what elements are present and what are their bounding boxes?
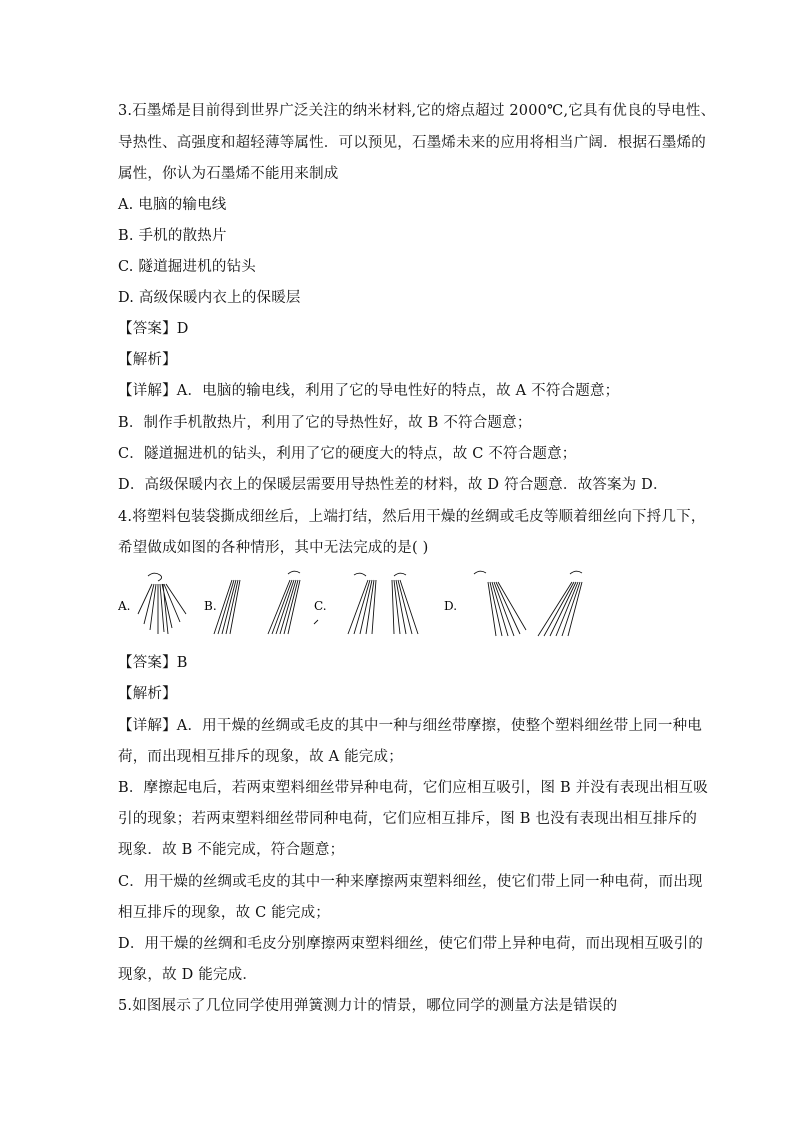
q3-detail-d: D．高级保暖内衣上的保暖层需要用导热性差的材料，故 D 符合题意．故答案为 D． <box>118 477 668 493</box>
figure-c-strands <box>348 573 418 634</box>
q4-figure <box>118 570 618 640</box>
q3-answer: 【答案】D <box>118 321 189 337</box>
figure-label-a: A. <box>118 599 131 613</box>
figure-label-c: C. <box>314 599 327 613</box>
q4-detail-line-3: B．摩擦起电后，若两束塑料细丝带异种电荷，它们应相互吸引，图 B 并没有表现出相互吸 <box>118 780 708 796</box>
figure-d-strands <box>474 571 582 636</box>
q3-option-d: D. 高级保暖内衣上的保暖层 <box>118 290 301 306</box>
q4-detail-line-9: 现象，故 D 能完成． <box>118 967 258 983</box>
q3-detail-c: C．隧道掘进机的钻头，利用了它的硬度大的特点，故 C 不符合题意； <box>118 446 577 462</box>
q3-stem-line-2: 导热性、高强度和超轻薄等属性．可以预见，石墨烯未来的应用将相当广阔．根据石墨烯的 <box>118 135 706 151</box>
q4-analysis-title: 【解析】 <box>118 686 177 702</box>
q3-detail-a: 【详解】A．电脑的输电线，利用了它的导电性好的特点，故 A 不符合题意； <box>118 383 620 399</box>
figure-a-strands <box>138 573 186 634</box>
q4-detail-line-2: 荷，而出现相互排斥的现象，故 A 能完成； <box>118 749 403 765</box>
q3-option-a: A. 电脑的输电线 <box>118 197 227 213</box>
q5-stem: 5.如图展示了几位同学使用弹簧测力计的情景，哪位同学的测量方法是错误的 <box>118 998 618 1014</box>
q4-detail-line-8: D．用干燥的丝绸和毛皮分别摩擦两束塑料细丝，使它们带上异种电荷，而出现相互吸引的 <box>118 936 704 952</box>
q4-stem-line-2: 希望做成如图的各种情形，其中无法完成的是( ) <box>118 540 429 556</box>
q3-stem-line-3: 属性，你认为石墨烯不能用来制成 <box>118 166 339 182</box>
q3-option-c: C. 隧道掘进机的钻头 <box>118 259 256 275</box>
figure-b-strands <box>214 571 300 634</box>
q4-detail-line-5: 现象．故 B 不能完成，符合题意； <box>118 842 345 858</box>
figure-label-b: B. <box>204 599 217 613</box>
figure-label-d: D. <box>444 599 458 613</box>
q4-detail-line-1: 【详解】A．用干燥的丝绸或毛皮的其中一种与细丝带摩擦，使整个塑料细丝带上同一种电 <box>118 718 702 734</box>
q4-detail-line-6: C．用干燥的丝绸或毛皮的其中一种来摩擦两束塑料细丝，使它们带上同一种电荷，而出现 <box>118 874 703 890</box>
figure-c-mark <box>314 620 318 624</box>
q3-analysis-title: 【解析】 <box>118 352 177 368</box>
q4-detail-line-7: 相互排斥的现象，故 C 能完成； <box>118 905 331 921</box>
q4-answer: 【答案】B <box>118 655 188 671</box>
q4-detail-line-4: 引的现象；若两束塑料细丝带同种电荷，它们应相互排斥，图 B 也没有表现出相互排斥的 <box>118 811 698 827</box>
q3-stem-line-1: 3.石墨烯是目前得到世界广泛关注的纳米材料,它的熔点超过 2000℃,它具有优良的导电性、 <box>118 103 716 119</box>
q3-detail-b: B．制作手机散热片，利用了它的导热性好，故 B 不符合题意； <box>118 415 532 431</box>
q4-stem-line-1: 4.将塑料包装袋撕成细丝后，上端打结，然后用干燥的丝绸或毛皮等顺着细丝向下捋几下， <box>118 509 706 525</box>
q3-option-b: B. 手机的散热片 <box>118 228 227 244</box>
